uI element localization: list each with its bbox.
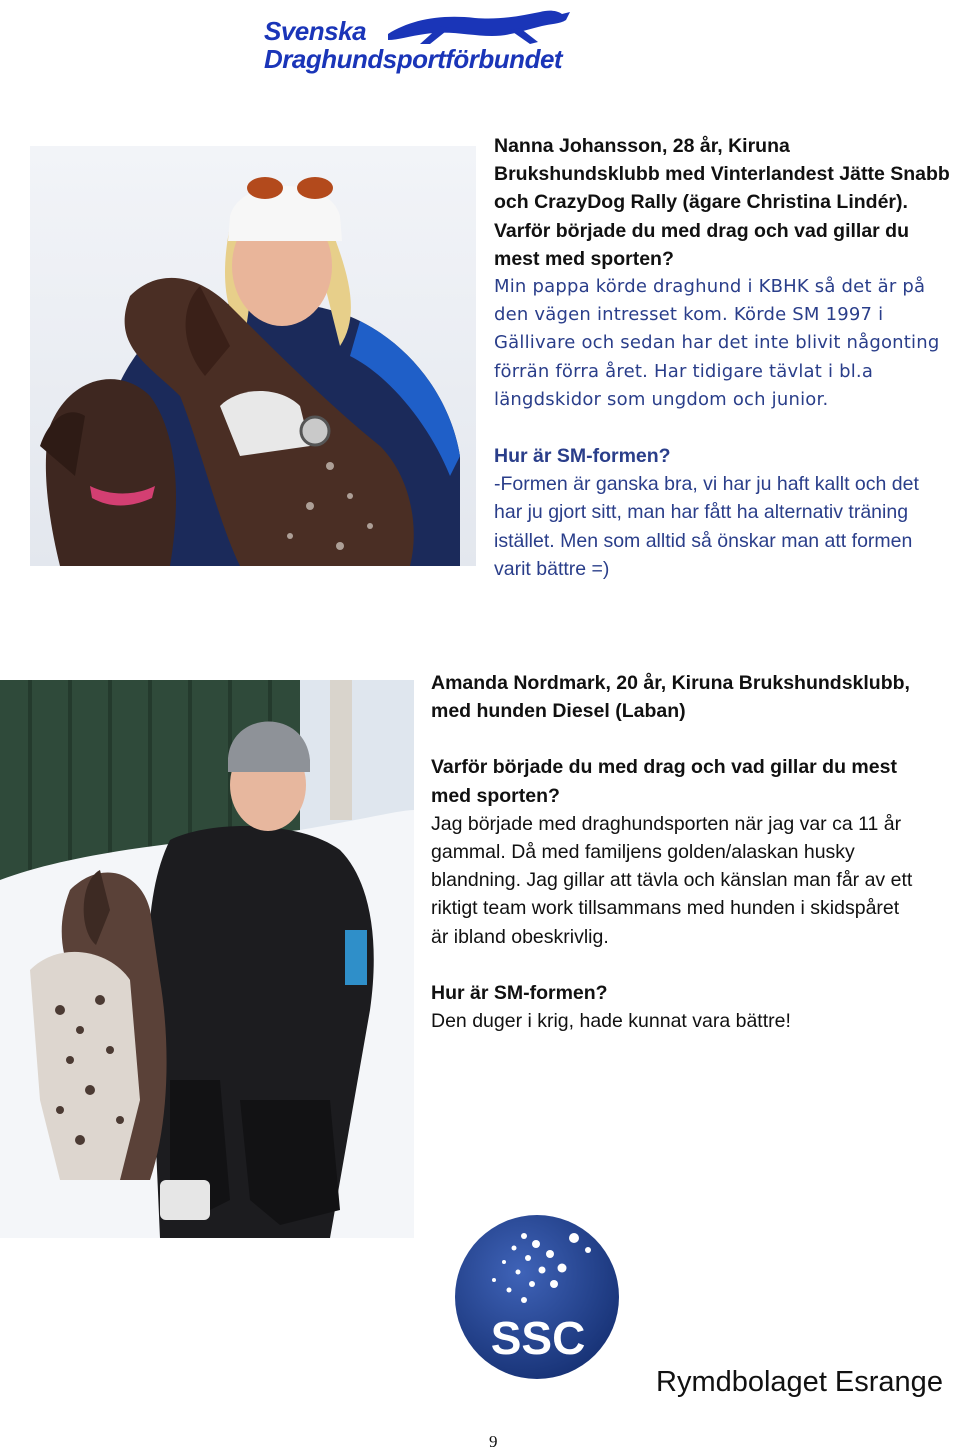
person2-heading [431,669,956,725]
person2-answer-2 [431,1007,956,1035]
answer-line: istället. Men som alltid så önskar man att formen [494,529,913,552]
person2-answer-1 [431,810,956,951]
person1-answer-1 [494,273,960,414]
question-line: med sporten? [431,784,560,807]
running-dog-logo-icon [380,6,580,46]
answer-line: varit bättre =) [494,557,610,580]
logo-line-2: Draghundsportförbundet [264,44,563,74]
ssc-logo-icon [454,1214,620,1380]
answer-line: förrän förra året. Har tidigare tävlat i bl.a [494,360,874,382]
question-line: Varför började du med drag och vad gillar du mest [431,756,897,779]
person2-heading-line: med hunden Diesel (Laban) [431,700,686,723]
answer-line: blandning. Jag gillar att tävla och känslan man får av ett [431,869,913,892]
photo-amanda-with-dog [0,680,414,1238]
person1-text [494,132,960,583]
sponsor-name: Rymdbolaget Esrange [656,1366,943,1398]
page-number: 9 [489,1432,498,1451]
answer-line: Den duger i krig, hade kunnat vara bättre! [431,1010,791,1033]
person2-heading-line: Amanda Nordmark, 20 år, Kiruna Brukshundsklubb, [431,672,910,694]
answer-line: -Formen är ganska bra, vi har ju haft kallt och det [494,473,919,496]
ssc-logo [454,1214,620,1380]
person2-question-2: Hur är SM-formen? [431,981,608,1004]
person2-question-1 [431,753,956,809]
answer-line: längdskidor som ungdom och junior. [494,388,829,410]
person1-heading-line: och CrazyDog Rally (ägare Christina Lindér). [494,191,908,214]
person1-heading-line: Nanna Johansson, 28 år, Kiruna [494,135,790,157]
answer-line: riktigt team work tillsammans med hunden i skidspåret [431,897,900,920]
question-line: mest med sporten? [494,247,674,270]
answer-line: Min pappa körde draghund i KBHK så det är på [494,276,926,298]
answer-line: gammal. Då med familjens golden/alaskan husky [431,841,855,864]
person1-question-2: Hur är SM-formen? [494,445,671,468]
person1-heading [494,132,960,217]
association-logo [262,6,582,78]
answer-line: Gällivare och sedan har det inte blivit någonting [494,332,940,354]
answer-line: är ibland obeskrivlig. [431,925,609,948]
question-line: Varför började du med drag och vad gillar du [494,219,909,242]
person1-heading-line: Brukshundsklubb med Vinterlandest Jätte Snabb [494,163,950,186]
person1-question-1 [494,217,960,273]
answer-line: den vägen intresset kom. Körde SM 1997 i [494,304,884,326]
ssc-logo-text: SSC [490,1312,586,1364]
logo-line-1: Svenska [264,16,367,46]
person1-answer-2 [494,470,960,583]
answer-line: Jag började med draghundsporten när jag var ca 11 år [431,812,902,835]
answer-line: har ju gjort sitt, man har fått ha alternativ träning [494,501,909,524]
person2-text [431,669,956,1035]
photo-nanna-with-dogs [30,146,476,566]
